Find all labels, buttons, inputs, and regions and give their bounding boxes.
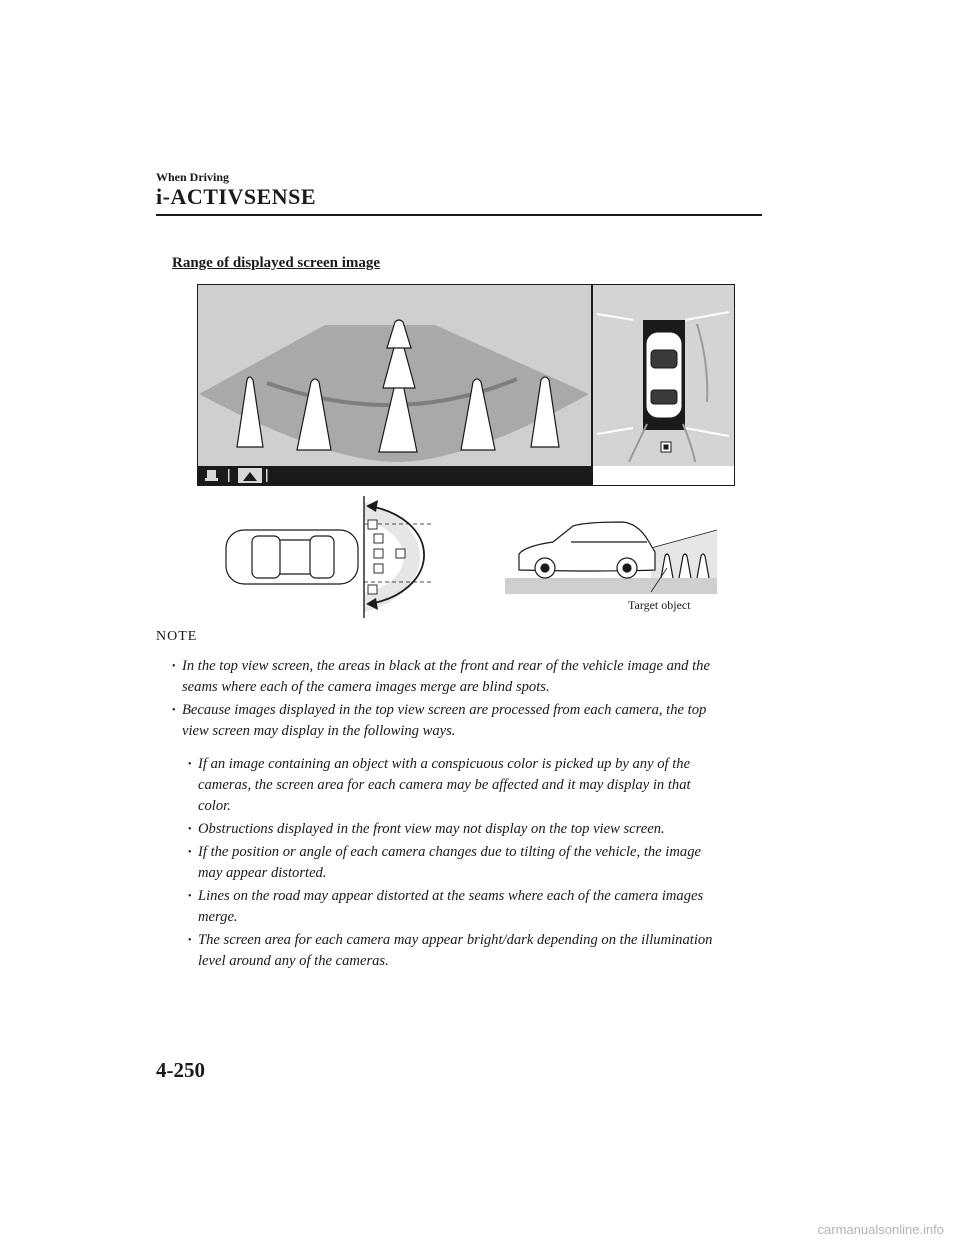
header-rule (156, 214, 762, 216)
car-top-view (646, 332, 682, 418)
note-item (172, 700, 768, 742)
bullet-icon: • (172, 661, 176, 672)
section-label: When Driving (156, 170, 230, 184)
watermark: carmanualsonline.info (817, 1222, 944, 1237)
note-line: view screen may display in the following ways. (182, 723, 456, 739)
bullet-icon: • (172, 705, 176, 716)
page-number: 4-250 (156, 1058, 205, 1082)
note-line: level around any of the cameras. (198, 953, 389, 969)
sub-heading: Range of displayed screen image (172, 255, 381, 271)
note-line: Because images displayed in the top view screen are processed from each camera, the top (182, 702, 707, 718)
note-line: If the position or angle of each camera changes due to tilting of the vehicle, the image (198, 844, 701, 860)
bullet-icon: • (188, 824, 192, 835)
bullet-icon: • (188, 891, 192, 902)
side-view-illustration (505, 512, 717, 596)
bullet-icon: • (188, 847, 192, 858)
note-line: In the top view screen, the areas in black at the front and rear of the vehicle image and the (182, 658, 710, 674)
note-line: seams where each of the camera images merge are blind spots. (182, 679, 550, 695)
note-line: If an image containing an object with a conspicuous color is picked up by any of the (198, 756, 691, 772)
note-line: Obstructions displayed in the front view may not display on the top view screen. (198, 821, 665, 837)
car-side-view (519, 522, 655, 578)
ground (505, 578, 717, 594)
chapter-title: i-ACTIVSENSE (156, 184, 317, 209)
bullet-icon: • (188, 759, 192, 770)
parking-sensor-icon (661, 442, 671, 452)
target-object-label: Target object (628, 598, 691, 612)
bullet-icon: • (188, 935, 192, 946)
note-item (188, 842, 764, 884)
note-item (172, 656, 768, 698)
note-item (188, 819, 764, 840)
note-line: Lines on the road may appear distorted at the seams where each of the camera images (198, 888, 704, 904)
car-outline (226, 530, 358, 584)
top-view-icon (238, 468, 262, 483)
note-item (188, 754, 764, 817)
note-line: color. (198, 798, 231, 814)
note-line: cameras, the screen area for each camera may be affected and it may display in that (198, 777, 691, 793)
note-item (188, 886, 764, 928)
sensor-range-illustration (222, 496, 438, 618)
note-line: may appear distorted. (198, 865, 327, 881)
note-item (188, 930, 764, 972)
target-object-icon (661, 554, 709, 578)
note-title: NOTE (156, 629, 198, 644)
note-line: The screen area for each camera may appear bright/dark depending on the illumination (198, 932, 713, 948)
note-line: merge. (198, 909, 238, 925)
camera-screen-illustration (197, 284, 735, 486)
